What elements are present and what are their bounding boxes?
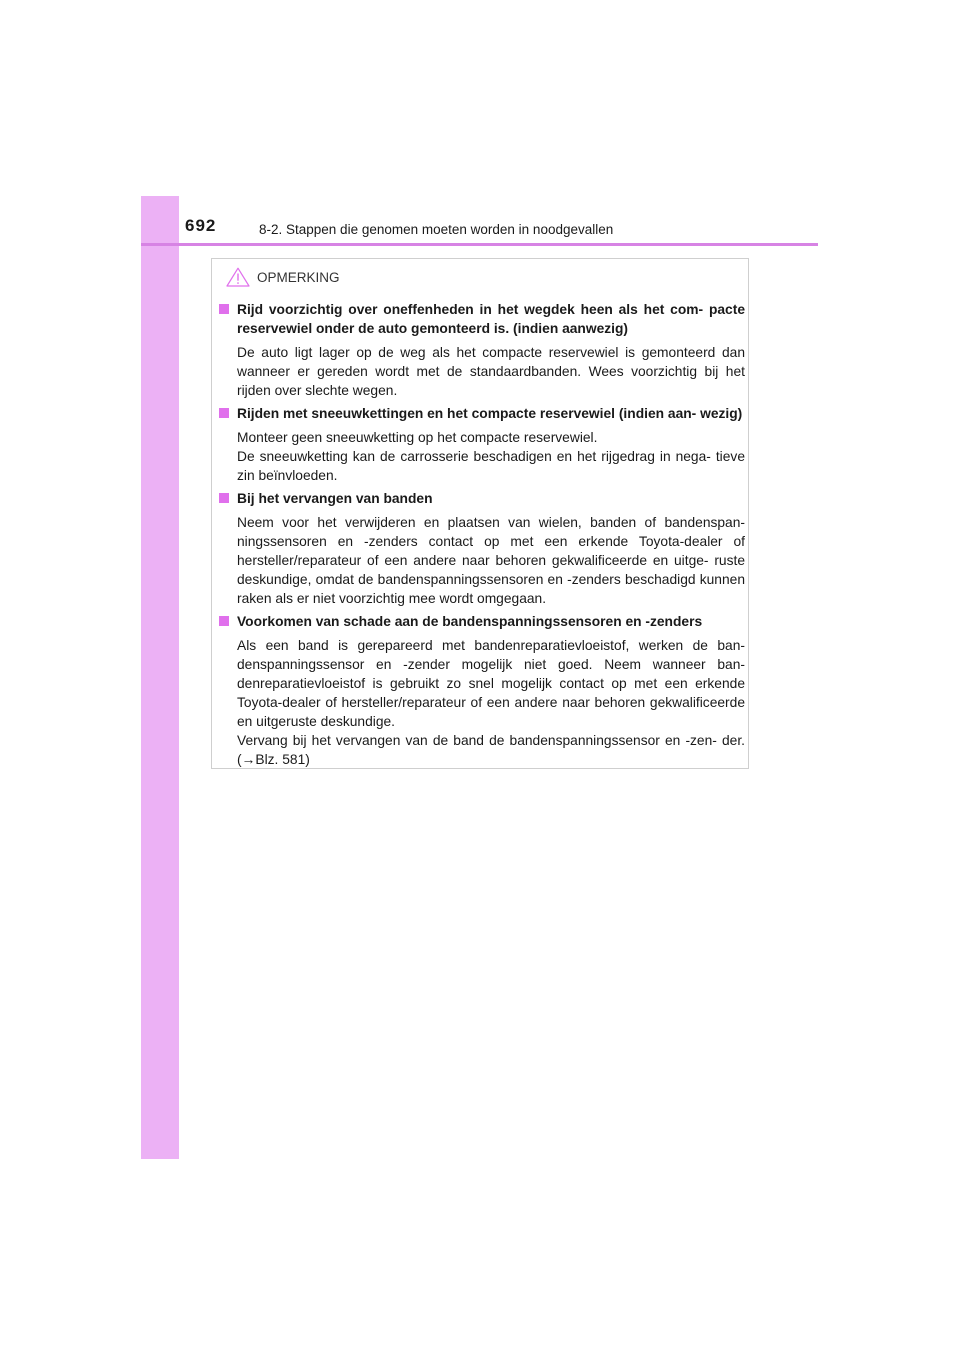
notice-item-paragraph: De auto ligt lager op de weg als het compacte reservewiel is gemonteerd dan wanneer er gereden wordt met de standaardbanden. Wees voorzichtig bij het rijden over slechte wegen. [237,345,745,398]
bullet-square-icon [219,493,229,503]
notice-item-title [217,404,745,423]
notice-item-body [217,513,745,608]
notice-item-title-text: Rijden met sneeuwkettingen en het compacte reservewiel (indien aan- wezig) [237,406,743,421]
notice-item-title-text: Bij het vervangen van banden [237,491,433,506]
notice-item-paragraph: De sneeuwketting kan de carrosserie beschadigen en het rijgedrag in nega- tieve zin beïnvloeden. [237,449,745,483]
bullet-square-icon [219,304,229,314]
warning-triangle-icon [226,267,250,287]
notice-item [217,300,745,400]
notice-item-title [217,489,745,508]
notice-item-paragraph: Als een band is gerepareerd met bandenreparatievloeistof, werken de ban- denspanningssensor en -zender mogelijk niet goed. Neem wanneer ban- denreparatievloeistof is gebruikt zo snel mogelijk contact op met een erkende Toyota-dealer of hersteller/reparateur of een andere naar behoren gekwalificeerde en uitgeruste deskundige. [237,638,745,729]
page-number: 692 [185,216,217,235]
bullet-square-icon [219,408,229,418]
notice-box [211,258,749,769]
notice-item [217,612,745,769]
notice-item-paragraph: Neem voor het verwijderen en plaatsen van wielen, banden of bandenspan- ningssensoren en -zenders contact op met een erkende Toyota-dealer of hersteller/reparateur of een andere naar behoren gekwalificeerde en uitge- ruste deskundige, omdat de bandenspanningssensoren en -zenders beschadigd kunnen raken als er niet voorzichtig mee wordt omgegaan. [237,515,745,606]
notice-item-title-text: Voorkomen van schade aan de bandenspanningssensoren en -zenders [237,614,703,629]
notice-item [217,489,745,608]
notice-item-paragraph: Monteer geen sneeuwketting op het compacte reservewiel. [237,430,598,445]
bullet-square-icon [219,616,229,626]
notice-item-paragraph: Vervang bij het vervangen van de band de bandenspanningssensor en -zen- der. (→Blz. 581) [237,733,745,767]
notice-label: OPMERKING [257,269,340,285]
chapter-side-band [141,196,179,1159]
section-title: 8-2. Stappen die genomen moeten worden in noodgevallen [259,222,614,237]
notice-item-body [217,428,745,485]
notice-item-body [217,636,745,769]
header-rule [141,243,818,246]
notice-item-body [217,343,745,400]
notice-item-title [217,612,745,631]
notice-item-title [217,300,745,338]
notice-header [226,267,340,287]
notice-item-title-text: Rijd voorzichtig over oneffenheden in het wegdek heen als het com- pacte reservewiel onder de auto gemonteerd is. (indien aanwezig) [237,302,745,336]
notice-item [217,404,745,485]
notice-content [217,300,745,773]
